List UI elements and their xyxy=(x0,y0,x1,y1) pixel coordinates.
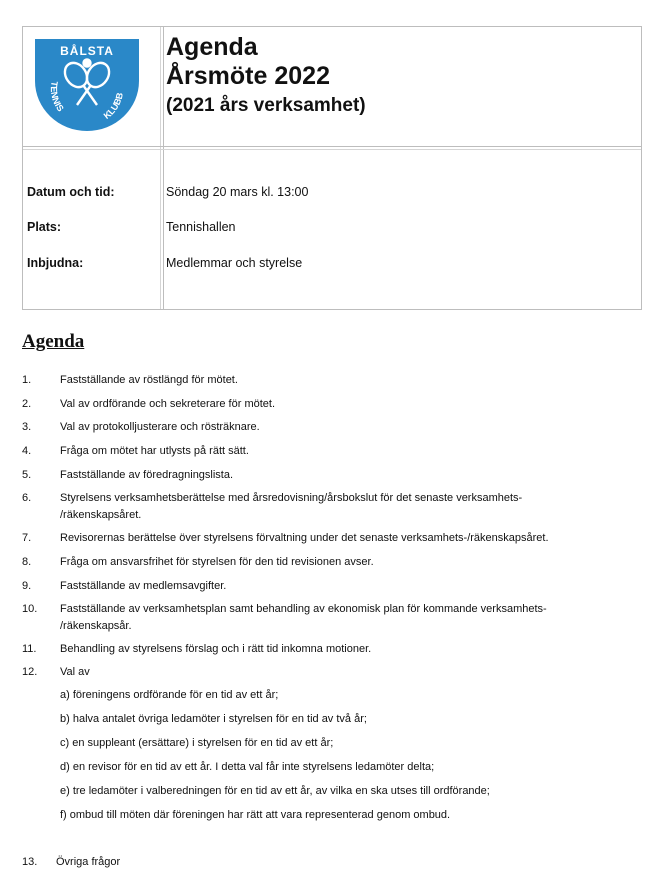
item-text: Fastställande av röstlängd för mötet. xyxy=(60,374,238,386)
item-text: Revisorernas berättelse över styrelsens förvaltning under det senaste verksamhets-/räkenskapsåret. xyxy=(60,532,549,544)
item-number: 2. xyxy=(22,398,32,410)
logo-left-text: TENNIS xyxy=(48,80,66,114)
item-text: Behandling av styrelsens förslag och i rätt tid inkomna motioner. xyxy=(60,643,372,655)
item-text: Fastställande av medlemsavgifter. xyxy=(60,580,227,592)
item-text: Val av xyxy=(60,666,90,678)
info-value: Söndag 20 mars kl. 13:00 xyxy=(166,185,309,199)
club-logo xyxy=(31,33,143,131)
item-number: 6. xyxy=(22,492,32,504)
item-text: Fastställande av verksamhetsplan samt behandling av ekonomisk plan för kommande verksamhets- /räkenskapsår. xyxy=(60,603,547,632)
sub-item: a) föreningens ordförande för en tid av ett år; xyxy=(60,689,279,701)
sub-item: d) en revisor för en tid av ett år. I detta val får inte styrelsens ledamöter delta; xyxy=(60,761,435,773)
item-text: Fråga om ansvarsfrihet för styrelsen för den tid revisionen avser. xyxy=(60,556,374,568)
item-text: Fråga om mötet har utlysts på rätt sätt. xyxy=(60,445,249,457)
sub-item: e) tre ledamöter i valberedningen för en tid av ett år, av vilka en ska utses till ordförande; xyxy=(60,785,490,797)
item-number: 13. xyxy=(22,856,38,868)
item-number: 5. xyxy=(22,469,32,481)
item-number: 1. xyxy=(22,374,32,386)
item-number: 11. xyxy=(22,643,37,655)
logo-top-text: BÅLSTA xyxy=(60,44,114,58)
page-title xyxy=(166,33,366,119)
title-line-1: Agenda xyxy=(166,33,258,61)
item-number: 7. xyxy=(22,532,32,544)
item-number: 3. xyxy=(22,421,32,433)
sub-item: b) halva antalet övriga ledamöter i styrelsen för en tid av två år; xyxy=(60,713,367,725)
table-divider xyxy=(160,27,161,309)
sub-item: c) en suppleant (ersättare) i styrelsen för en tid av ett år; xyxy=(60,737,334,749)
logo-right-text: KLUBB xyxy=(101,91,125,121)
table-divider xyxy=(23,146,641,147)
header-table xyxy=(22,26,642,310)
info-label: Inbjudna: xyxy=(27,256,84,270)
item-number: 12. xyxy=(22,666,38,678)
info-label: Datum och tid: xyxy=(27,185,115,199)
item-number: 9. xyxy=(22,580,32,592)
title-line-2: Årsmöte 2022 xyxy=(166,62,330,90)
item-text: Val av protokolljusterare och rösträknare. xyxy=(60,421,260,433)
item-number: 10. xyxy=(22,603,38,615)
item-number: 4. xyxy=(22,445,32,457)
item-text: Styrelsens verksamhetsberättelse med årsredovisning/årsbokslut för det senaste verksamhets- /räkenskapsåret. xyxy=(60,492,523,521)
info-value: Medlemmar och styrelse xyxy=(166,256,303,270)
item-text: Övriga frågor xyxy=(56,856,121,868)
item-text: Val av ordförande och sekreterare för mötet. xyxy=(60,398,276,410)
item-text: Fastställande av föredragningslista. xyxy=(60,469,234,481)
item-number: 8. xyxy=(22,556,32,568)
sub-item: f) ombud till möten där föreningen har rätt att vara representerad genom ombud. xyxy=(60,809,451,821)
agenda-heading: Agenda xyxy=(22,331,85,352)
table-divider xyxy=(23,149,641,150)
title-line-3: (2021 års verksamhet) xyxy=(166,95,366,116)
info-value: Tennishallen xyxy=(166,220,236,234)
table-divider xyxy=(163,27,164,309)
info-label: Plats: xyxy=(27,220,62,234)
